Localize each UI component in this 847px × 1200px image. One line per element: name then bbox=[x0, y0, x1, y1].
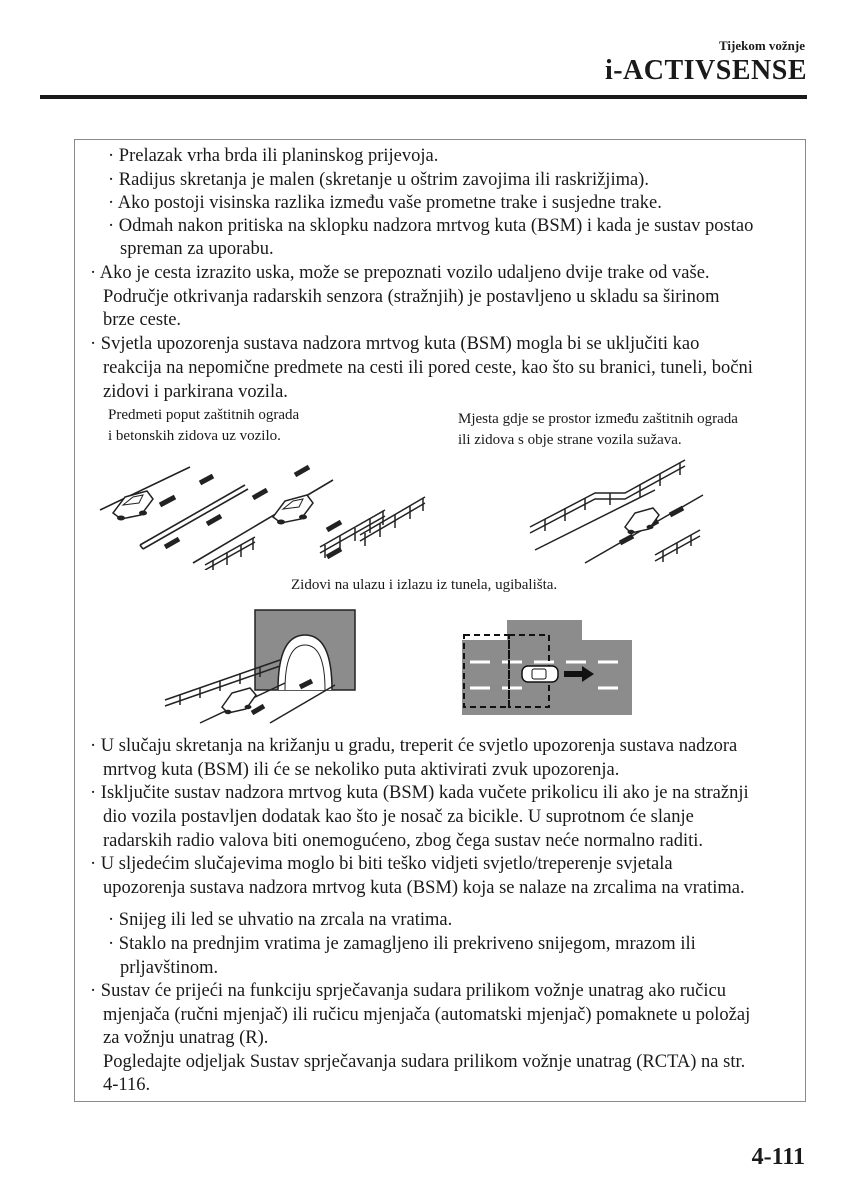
text-line: mrtvog kuta (BSM) ili će se nekoliko puta aktivirati zvuk upozorenja. bbox=[103, 760, 620, 780]
text-line: radarskih radio valova biti onemogućeno, zbog čega sustav neće normalno raditi. bbox=[103, 831, 704, 851]
header-rule bbox=[40, 95, 807, 99]
page-number: 4-111 bbox=[751, 1144, 805, 1170]
figure-caption: i betonskih zidova uz vozilo. bbox=[108, 428, 281, 444]
text-line: brze ceste. bbox=[103, 310, 182, 330]
text-line: mjenjača (ručni mjenjač) ili ručicu mjenjača (automatski mjenjač) pomaknete u položaj bbox=[103, 1005, 751, 1025]
text-line: Staklo na prednjim vratima je zamagljeno ili prekriveno snijegom, mrazom ili bbox=[118, 934, 696, 954]
bullet-item bbox=[90, 262, 710, 284]
sub-bullet-item bbox=[108, 909, 452, 931]
text-line: U sljedećim slučajevima moglo bi biti teško vidjeti svjetlo/treperenje svjetala bbox=[100, 854, 673, 874]
bullet-glyph: · bbox=[108, 170, 115, 190]
sub-bullet-item bbox=[108, 169, 649, 191]
text-line: Radijus skretanja je malen (skretanje u oštrim zavojima ili raskrižjima). bbox=[118, 170, 649, 190]
text-line: Prelazak vrha brda ili planinskog prijevoja. bbox=[118, 146, 439, 166]
text-line: Područje otkrivanja radarskih senzora (stražnjih) je postavljeno u skladu sa širinom bbox=[103, 287, 720, 307]
text-line: Odmah nakon pritiska na sklopku nadzora mrtvog kuta (BSM) i kada je sustav postao bbox=[118, 216, 754, 236]
car-icon bbox=[625, 508, 659, 534]
figure-caption: Mjesta gdje se prostor između zaštitnih ograda bbox=[458, 411, 738, 427]
bullet-item bbox=[90, 853, 673, 875]
text-line: reakcija na nepomične predmete na cesti ili pored ceste, kao što su branici, tuneli, bočni bbox=[103, 358, 753, 378]
bullet-glyph: · bbox=[90, 981, 97, 1001]
text-line: za vožnju unatrag (R). bbox=[103, 1028, 269, 1048]
text-line: Ako postoji visinska razlika između vaše prometne trake i susjedne trake. bbox=[117, 193, 662, 213]
text-line: upozorenja sustava nadzora mrtvog kuta (BSM) koja se nalaze na zrcalima na vratima. bbox=[103, 878, 745, 898]
car-icon bbox=[273, 495, 313, 525]
sub-bullet-item bbox=[108, 192, 662, 214]
bullet-glyph: · bbox=[90, 334, 97, 354]
bullet-glyph: · bbox=[108, 934, 115, 954]
text-line: Svjetla upozorenja sustava nadzora mrtvog kuta (BSM) mogla bi se uključiti kao bbox=[100, 334, 700, 354]
sub-bullet-item bbox=[108, 145, 438, 167]
bullet-glyph: · bbox=[108, 193, 115, 213]
page-header-section: Tijekom vožnje bbox=[718, 38, 805, 53]
figure-caption: Predmeti poput zaštitnih ograda bbox=[108, 407, 300, 423]
cross-reference-link[interactable]: Pogledajte odjeljak Sustav sprječavanja sudara prilikom vožnje unatrag (RCTA) na str. bbox=[103, 1052, 746, 1072]
sub-bullet-item bbox=[108, 933, 696, 955]
bullet-glyph: · bbox=[90, 736, 97, 756]
text-line: zidovi i parkirana vozila. bbox=[103, 382, 288, 402]
text-line: U slučaju skretanja na križanju u gradu, treperit će svjetlo upozorenja sustava nadzora bbox=[100, 736, 738, 756]
bullet-glyph: · bbox=[108, 910, 115, 930]
illustration-narrowing bbox=[525, 455, 705, 565]
bullet-item bbox=[90, 782, 749, 804]
text-line: 4-116. bbox=[103, 1075, 151, 1095]
bullet-item bbox=[90, 735, 737, 757]
car-icon bbox=[522, 666, 558, 682]
bullet-glyph: · bbox=[108, 146, 115, 166]
bullet-item bbox=[90, 980, 726, 1002]
sub-bullet-item bbox=[108, 215, 753, 237]
guardrail-icon bbox=[320, 510, 385, 558]
text-line: Ako je cesta izrazito uska, može se prepoznati vozilo udaljeno dvije trake od vaše. bbox=[99, 263, 710, 283]
page-title: i-ACTIVSENSE bbox=[604, 55, 807, 86]
car-icon bbox=[113, 491, 153, 521]
bullet-glyph: · bbox=[90, 783, 97, 803]
figure-caption: ili zidova s obje strane vozila sužava. bbox=[458, 432, 682, 448]
illustration-guardrails bbox=[95, 455, 440, 570]
guardrail-icon bbox=[655, 530, 700, 562]
bullet-item bbox=[90, 333, 699, 355]
text-line: Sustav će prijeći na funkciju sprječavanja sudara prilikom vožnje unatrag ako ručicu bbox=[100, 981, 726, 1001]
illustration-tunnel bbox=[160, 605, 360, 725]
text-line: dio vozila postavljen dodatak kao što je nosač za bicikle. U suprotnom će slanje bbox=[103, 807, 694, 827]
text-line: spreman za uporabu. bbox=[120, 239, 274, 259]
illustration-layby bbox=[462, 620, 632, 715]
bullet-glyph: · bbox=[90, 854, 97, 874]
text-line: Isključite sustav nadzora mrtvog kuta (BSM) kada vučete prikolicu ili ako je na stražnji bbox=[100, 783, 749, 803]
text-line: Snijeg ili led se uhvatio na zrcala na vratima. bbox=[118, 910, 453, 930]
bullet-glyph: · bbox=[90, 263, 97, 283]
car-icon bbox=[222, 688, 256, 714]
figure-caption: Zidovi na ulazu i izlazu iz tunela, ugibališta. bbox=[291, 577, 558, 593]
text-line: prljavštinom. bbox=[120, 958, 219, 978]
bullet-glyph: · bbox=[108, 216, 115, 236]
